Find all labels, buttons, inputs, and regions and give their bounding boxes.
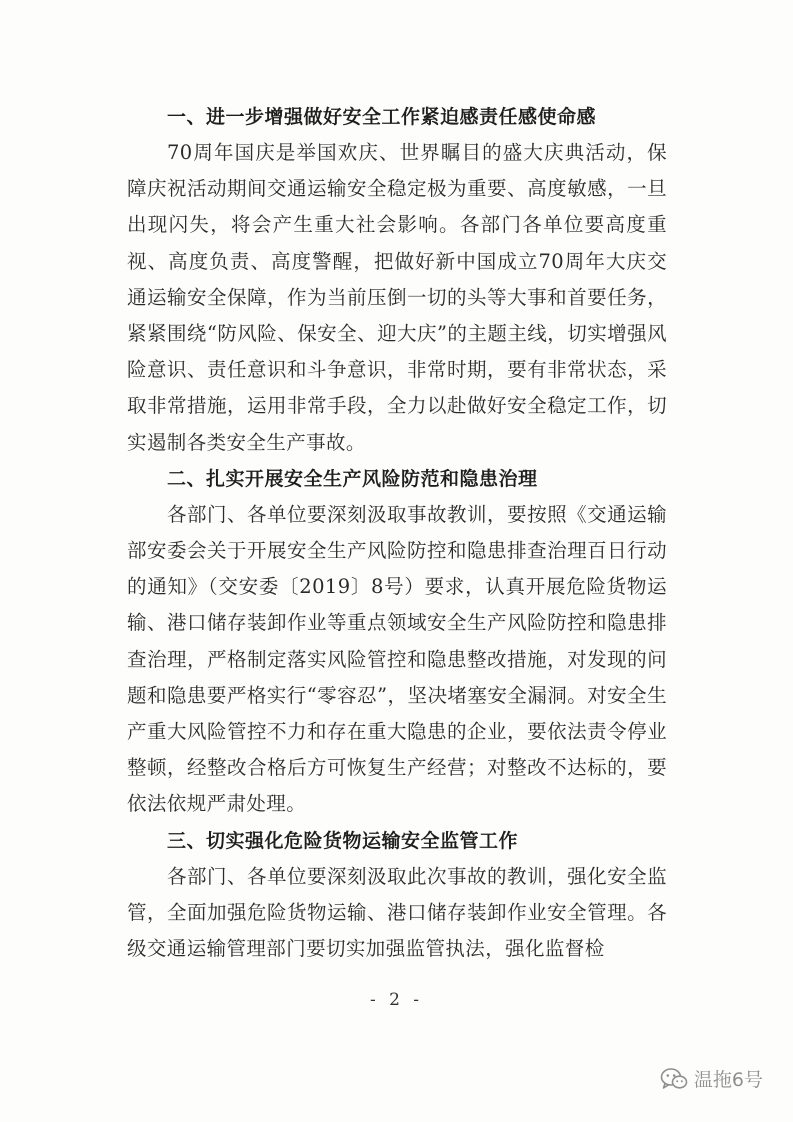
section-heading-3: 三、切实强化危险货物运输安全监管工作: [167, 829, 519, 852]
section-paragraph-2: 各部门、各单位要深刻汲取事故教训，要按照《交通运输部安委会关于开展安全生产风险防控和隐患排查治理百日行动的通知》（交安委〔2019〕8号）要求，认真开展危险货物运输、港口储存装卸作业等重点领域安全生产风险防控和隐患排查治理，严格制定落实风险管控和隐患整改措施，对发现的问题和隐患要严格实行“零容忍”，坚决堵塞安全漏洞。对安全生产重大风险管控不力和存在重大隐患的企业，要依法责令停业整顿，经整改合格后方可恢复生产经营；对整改不达标的，要依法依规严肃处理。: [127, 502, 667, 816]
section-paragraph-3: 各部门、各单位要深刻汲取此次事故的教训，强化安全监管，全面加强危险货物运输、港口储存装卸作业安全管理。各级交通运输管理部门要切实加强监管执法，强化监督检: [127, 864, 667, 961]
section-heading-2: 二、扎实开展安全生产风险防范和隐患治理: [167, 467, 538, 490]
wechat-watermark: [660, 1065, 763, 1092]
wechat-icon: [660, 1067, 688, 1091]
section-heading-1: 一、进一步增强做好安全工作紧迫感责任感使命感: [167, 106, 597, 128]
section-paragraph-1: 70周年国庆是举国欢庆、世界瞩目的盛大庆典活动，保障庆祝活动期间交通运输安全稳定极为重要、高度敏感，一旦出现闪失，将会产生重大社会影响。各部门各单位要高度重视、高度负责、高度警醒，把做好新中国成立70周年大庆交通运输安全保障，作为当前压倒一切的头等大事和首要任务，紧紧围绕“防风险、保安全、迎大庆”的主题主线，切实增强风险意识、责任意识和斗争意识，非常时期，要有非常状态，采取非常措施，运用非常手段，全力以赴做好安全稳定工作，切实遏制各类安全生产事故。: [127, 141, 667, 454]
document-body: [127, 99, 667, 967]
page-number: - 2 -: [369, 990, 424, 1010]
watermark-text: 温拖6号: [693, 1069, 763, 1091]
